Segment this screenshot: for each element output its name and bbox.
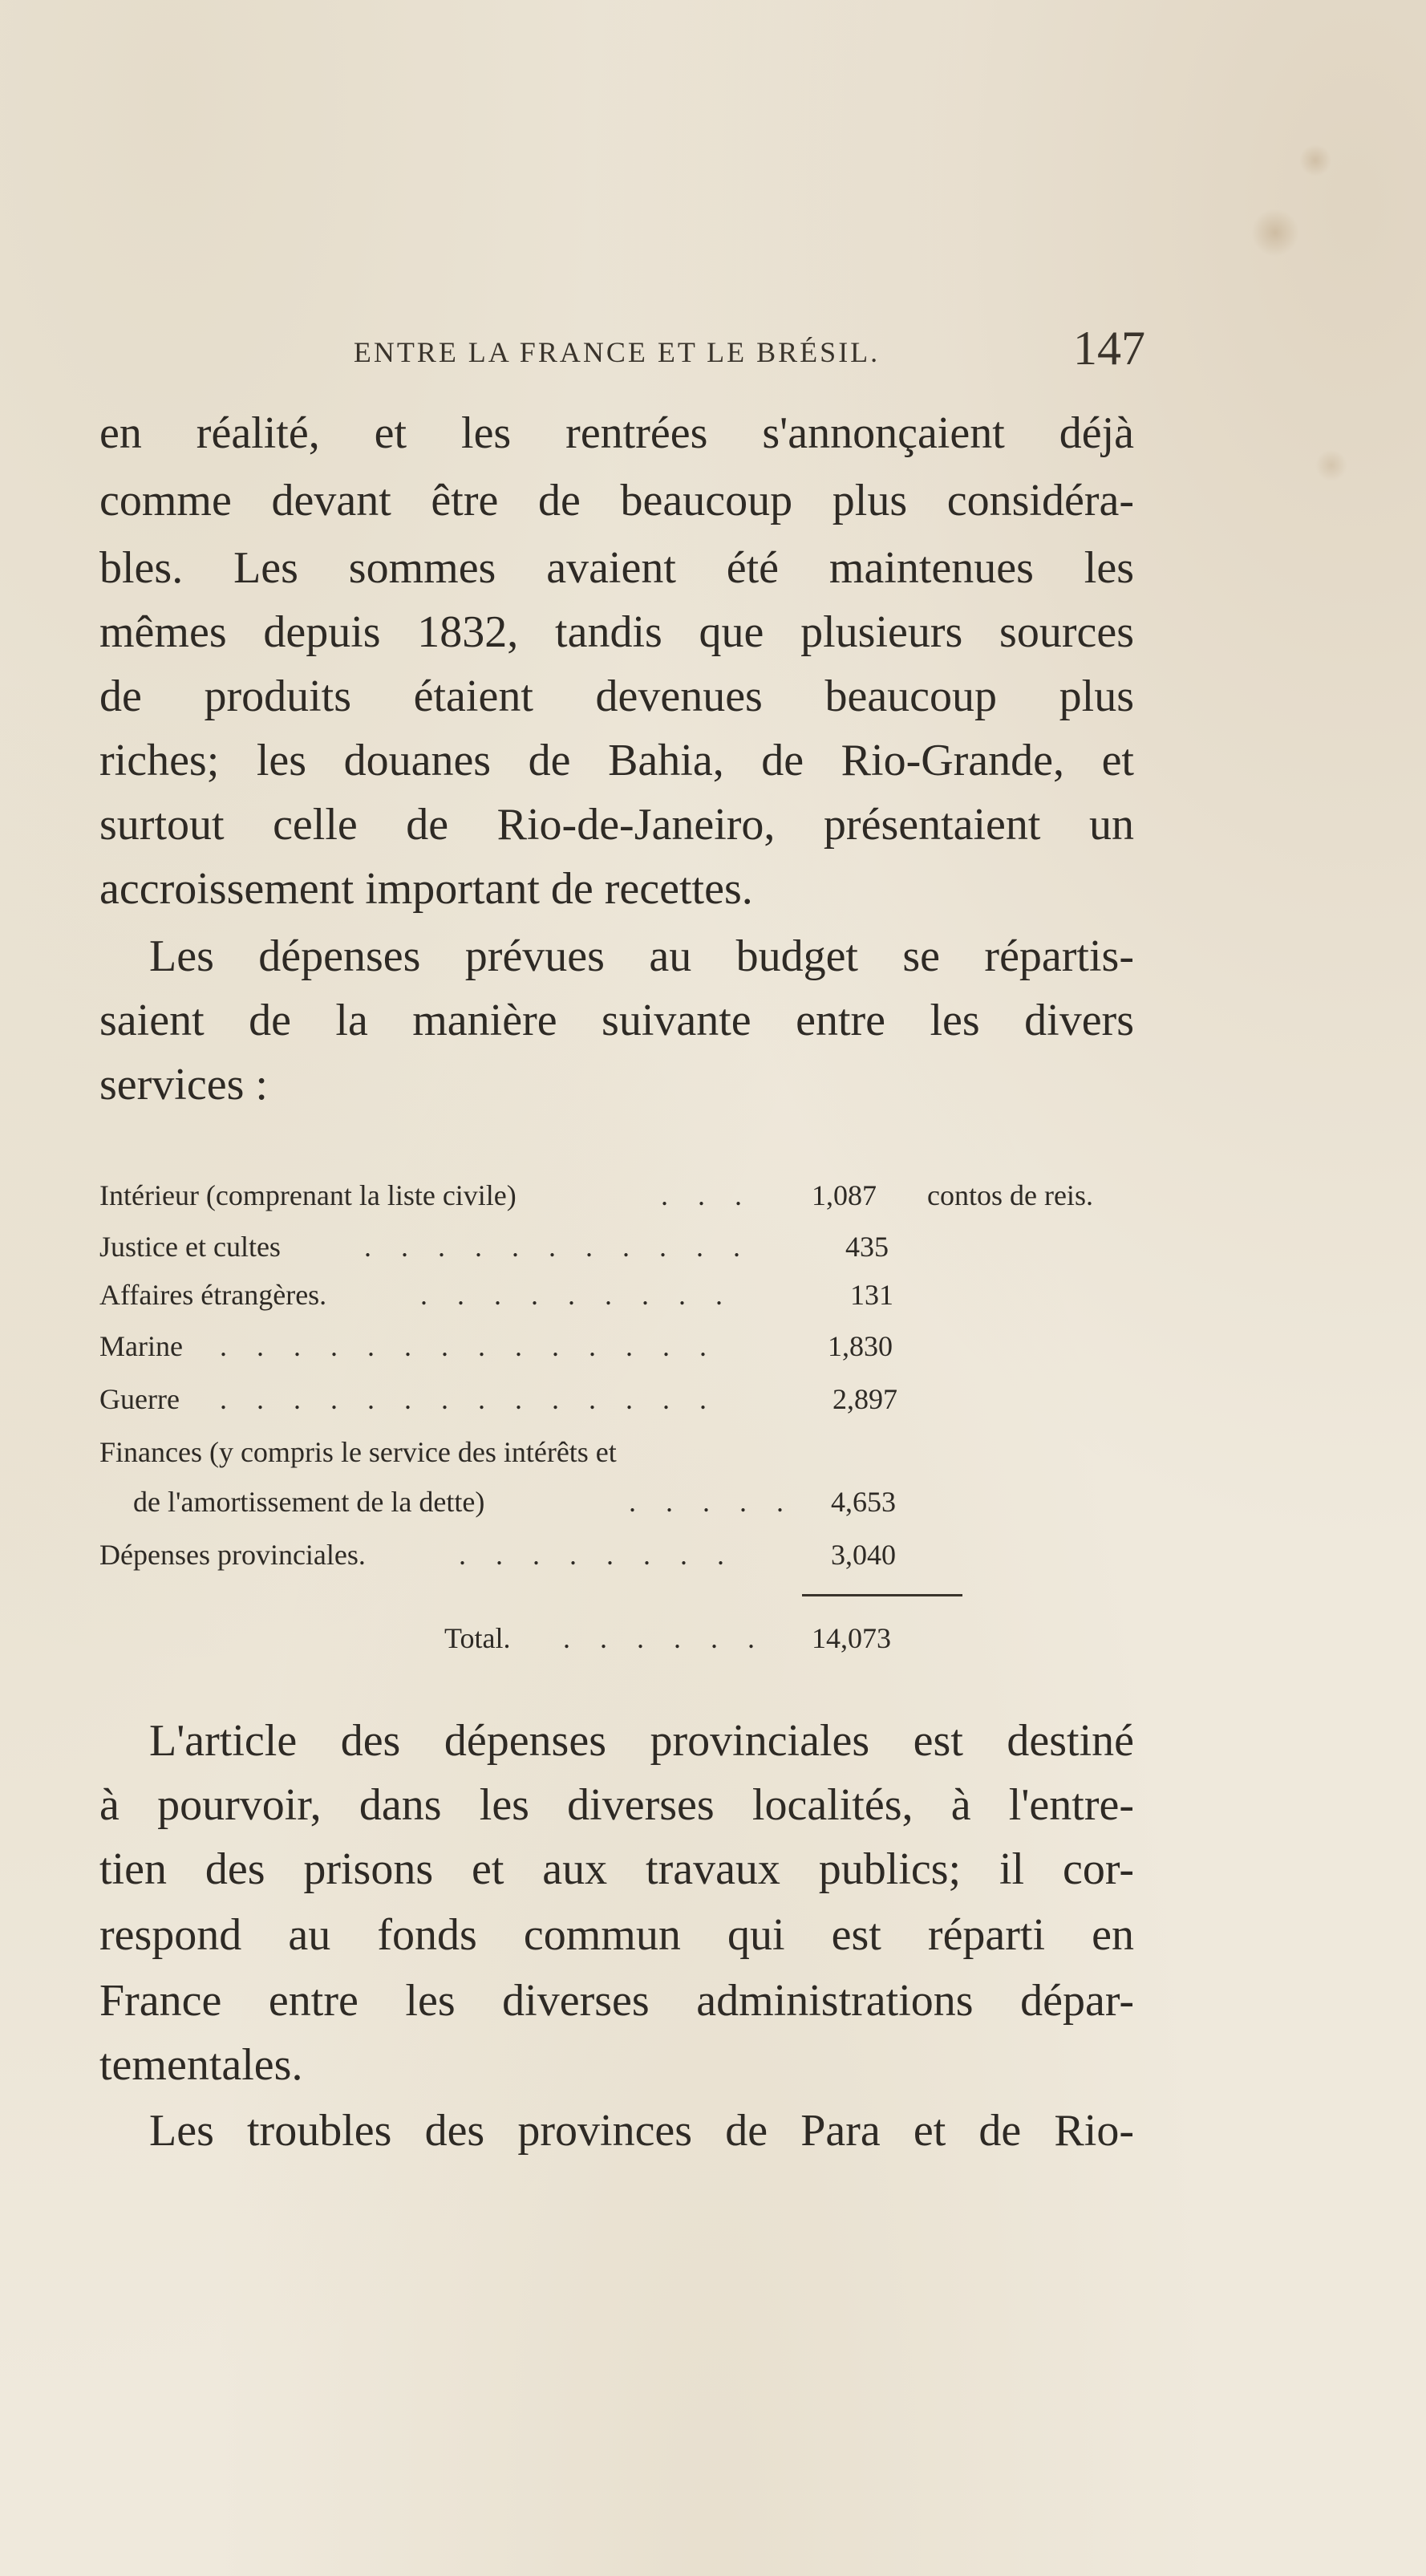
text-line: services : — [99, 1060, 268, 1110]
text-line: de produits étaient devenues beaucoup plus — [99, 671, 1134, 721]
table-row — [99, 1483, 1134, 1521]
table-row-total — [99, 1619, 1134, 1657]
table-row — [99, 1380, 1134, 1418]
text-line: France entre les diverses administrations dépar- — [99, 1976, 1134, 2026]
text-line: L'article des dépenses provinciales est destiné — [149, 1716, 1134, 1766]
row-value: 131 — [850, 1279, 893, 1311]
table-row — [99, 1176, 1134, 1215]
row-label: Guerre — [99, 1383, 180, 1415]
row-value: 1,087 — [812, 1179, 877, 1211]
text-line: mêmes depuis 1832, tandis que plusieurs sources — [99, 607, 1134, 657]
row-label: Dépenses provinciales. — [99, 1539, 366, 1571]
running-title: ENTRE LA FRANCE ET LE BRÉSIL. — [353, 336, 881, 368]
text-line: en réalité, et les rentrées s'annonçaient déjà — [99, 408, 1134, 458]
dot-leader: . . . . . . . . . . . . . . — [220, 1383, 718, 1415]
running-head — [99, 321, 1145, 385]
row-value: 2,897 — [833, 1383, 897, 1415]
text-line: comme devant être de beaucoup plus considéra- — [99, 476, 1134, 525]
row-value: 3,040 — [831, 1539, 896, 1571]
dot-leader: . . . — [661, 1179, 753, 1211]
text-line: respond au fonds commun qui est réparti en — [99, 1910, 1134, 1960]
row-label: Affaires étrangères. — [99, 1279, 327, 1311]
row-label: Marine — [99, 1330, 183, 1362]
text-line: tementales. — [99, 2040, 303, 2090]
table-row — [99, 1327, 1134, 1365]
paper-stain — [1299, 144, 1331, 176]
total-value: 14,073 — [812, 1622, 891, 1654]
row-label: Intérieur (comprenant la liste civile) — [99, 1179, 517, 1211]
dot-leader: . . . . . — [629, 1486, 795, 1518]
text-line: à pourvoir, dans les diverses localités, à l'entre- — [99, 1780, 1134, 1830]
dot-leader: . . . . . . . . . . . — [364, 1231, 751, 1263]
text-line: bles. Les sommes avaient été maintenues les — [99, 543, 1134, 593]
paper-stain — [1251, 209, 1299, 257]
row-label: Justice et cultes — [99, 1231, 281, 1263]
row-value: 435 — [845, 1231, 889, 1263]
row-label: de l'amortissement de la dette) — [133, 1486, 485, 1518]
dot-leader: . . . . . . . . . — [420, 1279, 734, 1311]
text-line: surtout celle de Rio-de-Janeiro, présentaient un — [99, 800, 1134, 850]
text-line: Les troubles des provinces de Para et de Rio- — [149, 2106, 1134, 2156]
text-line: riches; les douanes de Bahia, de Rio-Grande, et — [99, 736, 1134, 785]
text-line: accroissement important de recettes. — [99, 864, 753, 914]
dot-leader: . . . . . . — [563, 1622, 766, 1654]
row-label: Finances (y compris le service des intérêts et — [99, 1436, 617, 1468]
total-label: Total. — [444, 1622, 511, 1654]
text-line: saient de la manière suivante entre les divers — [99, 996, 1134, 1045]
dot-leader: . . . . . . . . . . . . . . — [220, 1330, 718, 1362]
dot-leader: . . . . . . . . — [459, 1539, 735, 1571]
text-line: tien des prisons et aux travaux publics; il cor- — [99, 1844, 1134, 1894]
table-row — [99, 1433, 1134, 1471]
total-rule — [802, 1594, 962, 1596]
text-line: Les dépenses prévues au budget se répartis- — [149, 931, 1134, 981]
paper-stain — [1315, 449, 1347, 481]
row-unit: contos de reis. — [927, 1179, 1093, 1211]
row-value: 4,653 — [831, 1486, 896, 1518]
table-row — [99, 1535, 1134, 1574]
table-row — [99, 1227, 1134, 1266]
row-value: 1,830 — [828, 1330, 893, 1362]
page-number: 147 — [1073, 322, 1145, 375]
table-row — [99, 1276, 1134, 1314]
